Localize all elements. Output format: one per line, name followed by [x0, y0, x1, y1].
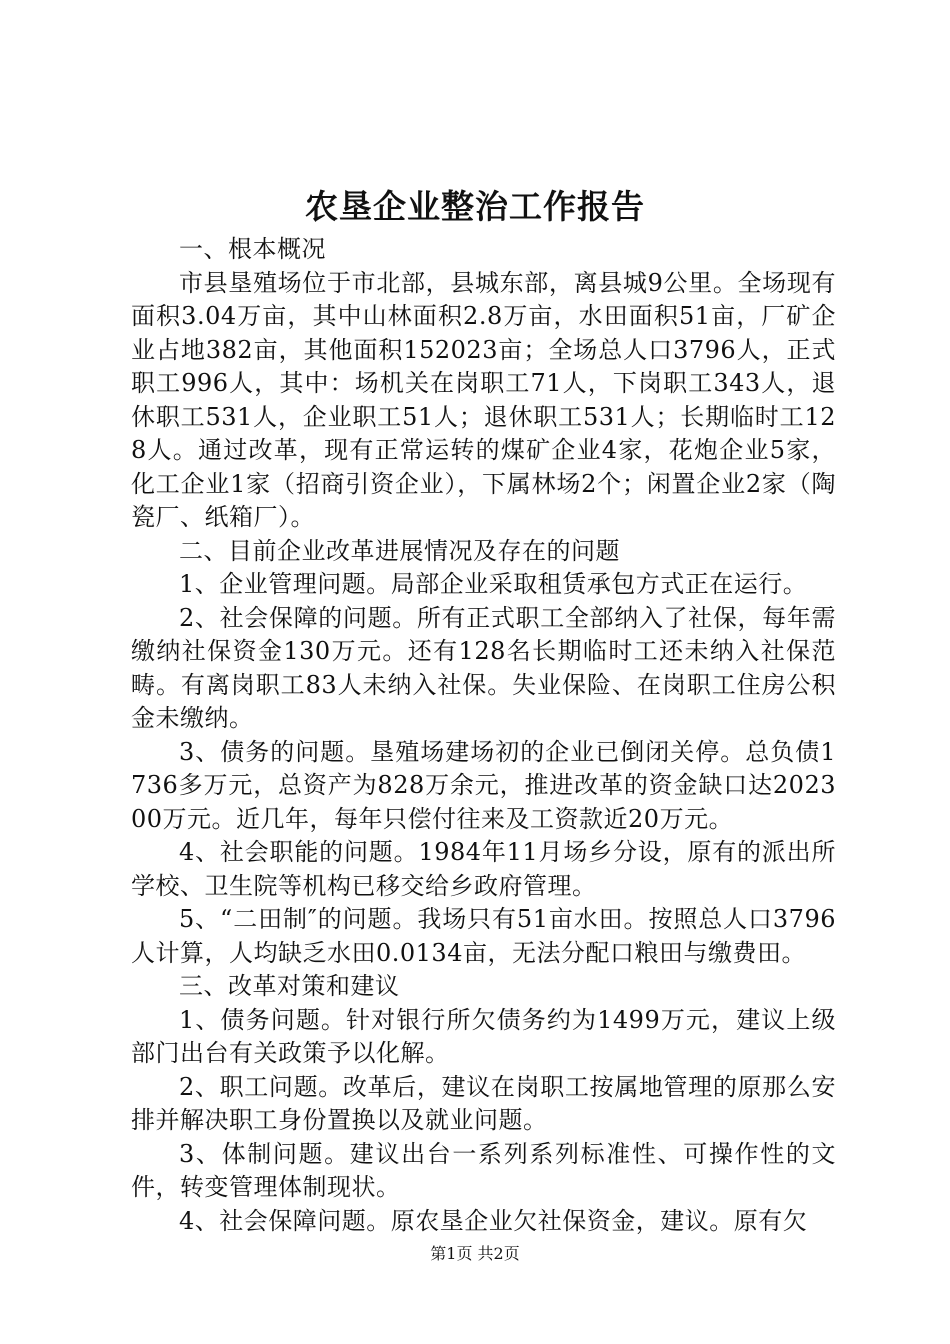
paragraph-issue-2: 2、社会保障的问题。所有正式职工全部纳入了社保，每年需缴纳社保资金130万元。还有128名长期临时工还未纳入社保范畴。有离岗职工83人未纳入社保。失业保险、在岗职工住房公积金未缴纳。 [131, 603, 836, 732]
section-heading-3: 三、改革对策和建议 [179, 972, 400, 1000]
paragraph-suggestion-1: 1、债务问题。针对银行所欠债务约为1499万元，建议上级部门出台有关政策予以化解。 [131, 1005, 836, 1067]
paragraph-issue-3: 3、债务的问题。垦殖场建场初的企业已倒闭关停。总负债1736多万元，总资产为828万余元，推进改革的资金缺口达202300万元。近几年，每年只偿付往来及工资款近20万元。 [131, 737, 836, 833]
paragraph-overview: 市县垦殖场位于市北部，县城东部，离县城9公里。全场现有面积3.04万亩，其中山林面积2.8万亩，水田面积51亩，厂矿企业占地382亩，其他面积152023亩；全场总人口3796人，正式职工996人，其中：场机关在岗职工71人，下岗职工343人，退休职工531人，企业职工51人；退休职工531人；长期临时工128人。通过改革，现有正常运转的煤矿企业4家，花炮企业5家，化工企业1家（招商引资企业），下属林场2个；闲置企业2家（陶瓷厂、纸箱厂）。 [131, 268, 836, 531]
paragraph-suggestion-4: 4、社会保障问题。原农垦企业欠社保资金，建议。原有欠 [179, 1206, 808, 1235]
section-heading-2: 二、目前企业改革进展情况及存在的问题 [179, 536, 620, 565]
paragraph-suggestion-2: 2、职工问题。改革后，建议在岗职工按属地管理的原那么安排并解决职工身份置换以及就业问题。 [131, 1072, 836, 1134]
page-footer: 第1页 共2页 [430, 1244, 520, 1263]
paragraph-issue-5: 5、“二田制″的问题。我场只有51亩水田。按照总人口3796人计算，人均缺乏水田0.0134亩，无法分配口粮田与缴费田。 [131, 905, 836, 967]
document-title: 农垦企业整治工作报告 [305, 187, 645, 226]
paragraph-issue-1: 1、企业管理问题。局部企业采取租赁承包方式正在运行。 [179, 570, 808, 598]
paragraph-suggestion-3: 3、体制问题。建议出台一系列系列标准性、可操作性的文件，转变管理体制现状。 [131, 1139, 836, 1201]
section-heading-1: 一、根本概况 [179, 235, 326, 263]
document-body [131, 233, 836, 1238]
paragraph-issue-4: 4、社会职能的问题。1984年11月场乡分设，原有的派出所学校、卫生院等机构已移交给乡政府管理。 [131, 838, 836, 900]
